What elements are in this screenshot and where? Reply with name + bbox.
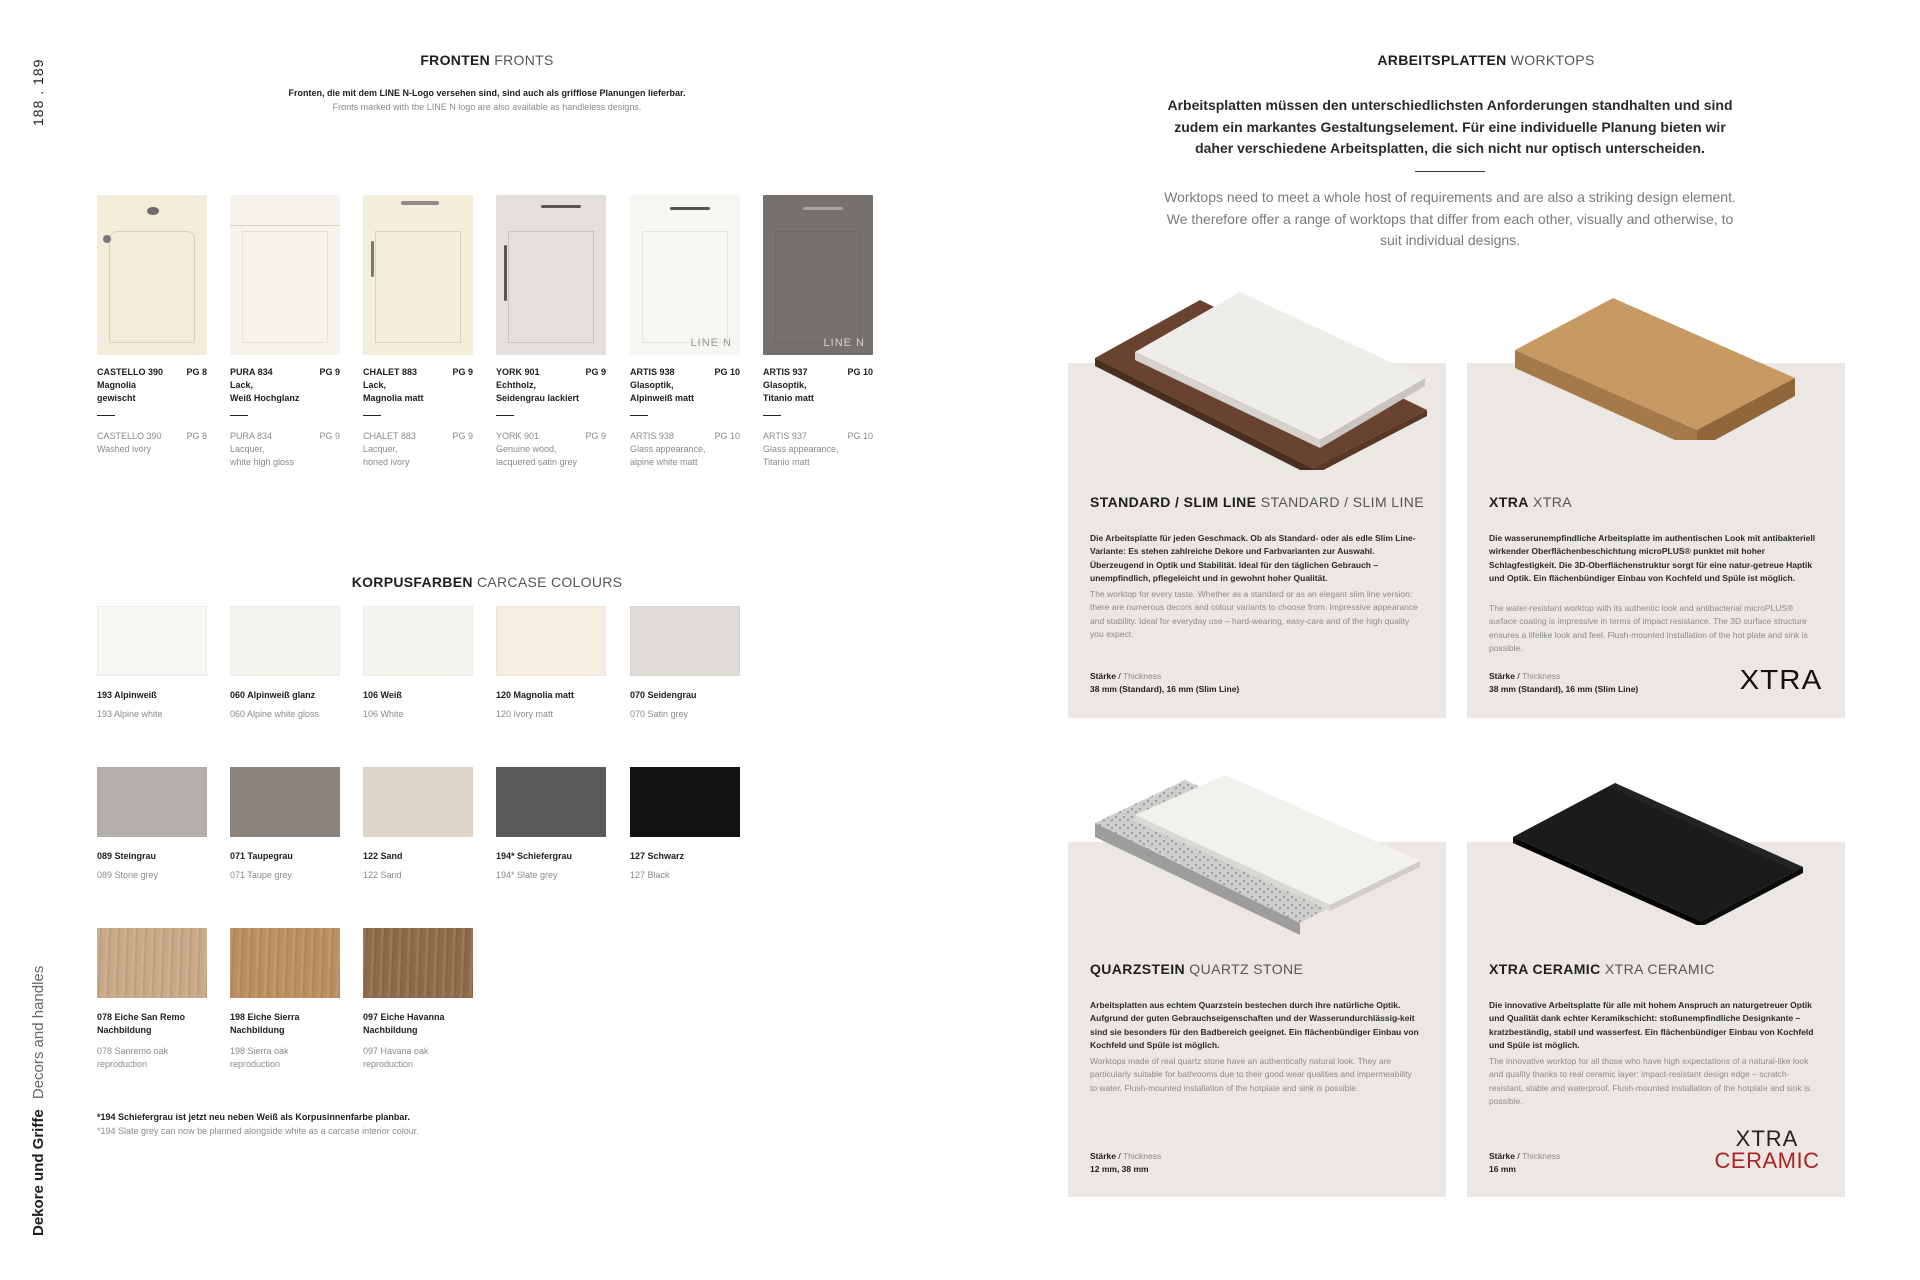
- carcase-footnote-de: *194 Schiefergrau ist jetzt neu neben Weiß als Korpusinnenfarbe planbar.: [97, 1112, 410, 1122]
- swatch-name-line: 097 Eiche Havanna: [363, 1012, 445, 1022]
- swatch-name-line: Nachbildung: [363, 1025, 418, 1035]
- front-name: ARTIS 938: [630, 367, 675, 377]
- carcase-title-en: CARCASE COLOURS: [476, 574, 623, 590]
- front-desc-en: lacquered satin grey: [496, 457, 578, 467]
- front-desc-en: Lacquer,: [230, 444, 265, 454]
- worktop-card-standard-title: STANDARD / SLIM LINE STANDARD / SLIM LINE: [1090, 494, 1425, 510]
- front-panel: [642, 231, 728, 343]
- swatch-name: 060 Alpinweiß glanz: [230, 690, 316, 700]
- swatch-name: 070 Seidengrau: [630, 690, 697, 700]
- swatch-name: 194* Schiefergrau: [496, 851, 573, 861]
- front-desc: Lack,: [230, 380, 254, 390]
- front-price-group-en: PG 10: [714, 431, 740, 441]
- worktop-card-quartz-title: QUARZSTEIN QUARTZ STONE: [1090, 961, 1304, 977]
- swatch-name: 127 Schwarz: [630, 851, 685, 861]
- xtra-ceramic-logo-line2: CERAMIC: [1714, 1148, 1820, 1173]
- swatch-name-en: 070 Satin grey: [630, 709, 689, 719]
- front-name-en: YORK 901: [496, 431, 540, 441]
- color-swatch: [630, 606, 740, 676]
- front-desc: Glasoptik,: [763, 380, 807, 390]
- worktop-card-ceramic-thickness-label: Stärke / Thickness: [1489, 1151, 1561, 1161]
- front-image: [97, 195, 207, 355]
- handle-icon: [670, 207, 710, 210]
- front-panel: [242, 231, 328, 343]
- swatch-name-line: 198 Eiche Sierra: [230, 1012, 300, 1022]
- front-name: CASTELLO 390: [97, 367, 164, 377]
- swatch-name-en-line: reproduction: [363, 1059, 414, 1069]
- front-name: CHALET 883: [363, 367, 418, 377]
- color-swatch: [630, 767, 740, 837]
- front-price-group: PG 9: [319, 367, 340, 377]
- handle-icon: [803, 207, 843, 210]
- front-desc-en: honed ivory: [363, 457, 410, 467]
- side-label: [30, 966, 47, 1236]
- front-price-group: PG 9: [452, 367, 473, 377]
- front-image: [363, 195, 473, 355]
- front-price-group: PG 9: [585, 367, 606, 377]
- front-divider: [763, 415, 781, 416]
- swatch-name-en: [230, 1045, 345, 1071]
- color-swatch: [97, 767, 207, 837]
- front-desc: Weiß Hochglanz: [230, 393, 300, 403]
- front-price-group-en: PG 8: [186, 431, 207, 441]
- front-panel: [375, 231, 461, 343]
- front-panel: [109, 231, 195, 343]
- swatch-name: [363, 1011, 478, 1037]
- xtra-ceramic-logo: [1710, 1128, 1824, 1172]
- front-desc: Magnolia matt: [363, 393, 424, 403]
- handle-icon: [504, 245, 507, 301]
- page-numbers: 188 . 189: [30, 58, 46, 126]
- worktop-card-xtra-text-en: The water-resistant worktop with its authentic look and antibacterial microPLUS® surface coating is impressive in terms of impact resistance. The 3D surface structure ensures a lifelike look and feel. Flush-mounted installation of the hot plate and sink is possible.: [1489, 603, 1808, 653]
- color-swatch: [97, 928, 207, 998]
- color-swatch: [363, 606, 473, 676]
- front-label: [230, 366, 340, 405]
- swatch-name-en: [97, 1045, 212, 1071]
- front-divider: [630, 415, 648, 416]
- fronts-title-en: FRONTS: [494, 52, 554, 68]
- front-price-group: PG 10: [847, 367, 873, 377]
- front-label-en: [763, 430, 873, 469]
- color-swatch: [363, 928, 473, 998]
- front-label-en: [230, 430, 340, 469]
- front-name-en: CHALET 883: [363, 431, 416, 441]
- worktop-card-quartz-thickness: 12 mm, 38 mm: [1090, 1164, 1149, 1174]
- front-name-en: CASTELLO 390: [97, 431, 162, 441]
- side-label-de: Dekore und Griffe: [30, 1109, 47, 1236]
- swatch-name-en-line: reproduction: [97, 1059, 148, 1069]
- front-desc: Titanio matt: [763, 393, 814, 403]
- front-desc: Glasoptik,: [630, 380, 674, 390]
- front-name: YORK 901: [496, 367, 540, 377]
- front-desc-en: Washed ivory: [97, 444, 152, 454]
- worktops-divider: [1415, 171, 1485, 172]
- swatch-name-en: 193 Alpine white: [97, 709, 163, 719]
- swatch-name-en: 071 Taupe grey: [230, 870, 292, 880]
- front-desc-en: Genuine wood,: [496, 444, 557, 454]
- swatch-name-en-line: 078 Sanremo oak: [97, 1046, 169, 1056]
- handle-icon: [541, 205, 581, 208]
- xtra-logo: XTRA: [1739, 664, 1823, 695]
- swatch-name: 122 Sand: [363, 851, 403, 861]
- handle-icon: [103, 235, 111, 243]
- worktop-card-xtra-title: XTRA XTRA: [1489, 494, 1572, 510]
- swatch-name: 193 Alpinweiß: [97, 690, 157, 700]
- worktop-card-quartz-thickness-label: Stärke / Thickness: [1090, 1151, 1162, 1161]
- front-desc: Echtholz,: [496, 380, 536, 390]
- front-price-group-en: PG 10: [847, 431, 873, 441]
- handle-icon: [401, 201, 439, 205]
- worktop-card-xtra-text-de: Die wasserunempfindliche Arbeitsplatte im authentischen Look mit antibakteriell wirkender Oberflächenbeschichtung microPLUS® punktet mit hoher Schlagfestigkeit. Die 3D-Oberflächenstruktur sorgt für eine natur-getreue Haptik und Optik. Ein flächenbündiger Einbau von Kochfeld und Spüle ist möglich.: [1489, 533, 1816, 583]
- swatch-name-en-line: 198 Sierra oak: [230, 1046, 289, 1056]
- swatch-name-line: Nachbildung: [97, 1025, 152, 1035]
- xtra-ceramic-logo-line1: XTRA: [1735, 1126, 1799, 1151]
- line-n-logo: LINE N: [690, 337, 732, 349]
- swatch-name: 120 Magnolia matt: [496, 690, 575, 700]
- front-panel: [775, 231, 861, 343]
- worktop-card-xtra-thickness-label: Stärke / Thickness: [1489, 671, 1561, 681]
- front-name-en: ARTIS 938: [630, 431, 674, 441]
- swatch-name-en: 194* Slate grey: [496, 870, 558, 880]
- color-swatch: [496, 767, 606, 837]
- color-swatch: [230, 606, 340, 676]
- worktop-card-standard-text-de: Die Arbeitsplatte für jeden Geschmack. Ob als Standard- oder als edle Slim Line-Variante: Es stehen zahlreiche Dekore und Farbvarianten zur Auswahl. Überzeugend in Optik und Stabilität. Ideal für den täglichen Gebrauch – unempfindlich, pflegeleicht und in gewohnt hoher Qualität.: [1090, 533, 1416, 583]
- front-label-en: [496, 430, 606, 469]
- worktop-image-standard: [1080, 290, 1440, 470]
- front-desc-en: Titanio matt: [763, 457, 810, 467]
- worktop-image-ceramic: [1505, 775, 1815, 925]
- worktop-card-standard-thickness: 38 mm (Standard), 16 mm (Slim Line): [1090, 684, 1240, 694]
- front-label-en: [97, 430, 207, 456]
- swatch-name: 071 Taupegrau: [230, 851, 293, 861]
- front-name: PURA 834: [230, 367, 273, 377]
- worktop-card-ceramic-thickness: 16 mm: [1489, 1164, 1516, 1174]
- color-swatch: [496, 606, 606, 676]
- front-label: [763, 366, 873, 405]
- front-name-en: PURA 834: [230, 431, 273, 441]
- front-image: [630, 195, 740, 355]
- front-price-group: PG 10: [714, 367, 740, 377]
- fronts-note-de: Fronten, die mit dem LINE N-Logo versehen sind, sind auch als grifflose Planungen lieferbar.: [288, 88, 686, 98]
- front-panel: [508, 231, 594, 343]
- swatch-name: [97, 1011, 212, 1037]
- swatch-name: 089 Steingrau: [97, 851, 157, 861]
- color-swatch: [230, 928, 340, 998]
- worktop-card-xtra-thickness: 38 mm (Standard), 16 mm (Slim Line): [1489, 684, 1639, 694]
- carcase-title-de: KORPUSFARBEN: [351, 574, 473, 590]
- side-label-en: Decors and handles: [30, 965, 47, 1100]
- worktops-intro-de: Arbeitsplatten müssen den unterschiedlichsten Anforderungen standhalten und sind zudem ein markantes Gestaltungselement. Für eine individuelle Planung bieten wir daher verschiedene Arbeitsplatten, die sich nicht nur optisch unterscheiden.: [1167, 97, 1733, 156]
- front-name: ARTIS 937: [763, 367, 808, 377]
- fronts-title: [97, 52, 877, 68]
- front-price-group: PG 8: [186, 367, 207, 377]
- front-price-group-en: PG 9: [319, 431, 340, 441]
- front-image: [763, 195, 873, 355]
- front-label-en: [630, 430, 740, 469]
- front-image: [230, 195, 340, 355]
- swatch-name-en-line: 097 Havana oak: [363, 1046, 429, 1056]
- swatch-name-en: 127 Black: [630, 870, 670, 880]
- carcase-footnote-en: *194 Slate grey can now be planned alongside white as a carcase interior colour.: [97, 1126, 419, 1136]
- front-desc-en: Glass appearance,: [763, 444, 839, 454]
- swatch-name-line: Nachbildung: [230, 1025, 285, 1035]
- front-label: [97, 366, 207, 405]
- front-image: [496, 195, 606, 355]
- front-desc-en: Glass appearance,: [630, 444, 706, 454]
- worktops-title-de: ARBEITSPLATTEN: [1377, 52, 1507, 68]
- front-label: [496, 366, 606, 405]
- front-desc: Lack,: [363, 380, 387, 390]
- worktops-title-en: WORKTOPS: [1510, 52, 1595, 68]
- swatch-name-en: 060 Alpine white gloss: [230, 709, 320, 719]
- color-swatch: [230, 767, 340, 837]
- color-swatch: [97, 606, 207, 676]
- swatch-name-line: 078 Eiche San Remo: [97, 1012, 186, 1022]
- worktop-card-standard-thickness-label: Stärke / Thickness: [1090, 671, 1162, 681]
- swatch-name: [230, 1011, 345, 1037]
- front-desc-en: Lacquer,: [363, 444, 398, 454]
- worktop-card-quartz-text-en: Worktops made of real quartz stone have an authentically natural look. They are particularly suitable for bathrooms due to their good wear qualities and impermeability to water. Flush-mounted installation of the hotplate and sink is possible.: [1090, 1056, 1412, 1093]
- front-desc: Magnolia: [97, 380, 137, 390]
- worktop-card-ceramic-text-de: Die innovative Arbeitsplatte für alle mit hohem Anspruch an naturgetreuer Optik und Qualität dank echter Keramikschicht: stoßunempfindliche Designkante – kratzbeständig, stabil und wasserfest. Ein flächenbündiger Einbau von Kochfeld und Spüle ist möglich.: [1489, 1000, 1814, 1050]
- front-label: [363, 366, 473, 405]
- worktop-card-quartz-text-de: Arbeitsplatten aus echtem Quarzstein bestechen durch ihre natürliche Optik. Aufgrund der guten Gebrauchseigenschaften und der Wasserundurchlässig-keit sind sie besonders für den Badbereich geeignet. Ein flächenbündiger Einbau von Kochfeld und Spüle ist möglich.: [1090, 1000, 1419, 1050]
- swatch-name: 106 Weiß: [363, 690, 402, 700]
- swatch-name-en-line: reproduction: [230, 1059, 281, 1069]
- worktop-card-standard-text-en: The worktop for every taste. Whether as a standard or as an elegant slim line version: there are numerous decors and colour variants to choose from. Impressive appearance and stability. Ideal for everyday use – hard-wearing, easy-care and of the high quality you expect.: [1090, 589, 1418, 639]
- front-name-en: ARTIS 937: [763, 431, 807, 441]
- line-n-logo: LINE N: [823, 337, 865, 349]
- swatch-name-en: [363, 1045, 478, 1071]
- front-divider: [230, 415, 248, 416]
- front-desc-en: white high gloss: [230, 457, 295, 467]
- handle-icon: [147, 207, 159, 215]
- front-label: [630, 366, 740, 405]
- worktops-title: [1066, 52, 1906, 68]
- worktop-card-ceramic-text-en: The innovative worktop for all those who have high expectations of a natural-like look and quality thanks to real ceramic layer: impact-resistant design edge – scratch-resistant, stable and waterproof. Flush-mounted installation of the hotplate and sink is possible.: [1489, 1056, 1811, 1106]
- front-divider: [496, 415, 514, 416]
- front-label-en: [363, 430, 473, 469]
- worktop-image-quartz: [1090, 775, 1430, 935]
- front-divider: [363, 415, 381, 416]
- fronts-title-de: FRONTEN: [420, 52, 491, 68]
- swatch-name-en: 120 Ivory matt: [496, 709, 554, 719]
- front-desc-en: alpine white matt: [630, 457, 698, 467]
- front-desc: gewischt: [97, 393, 136, 403]
- worktops-intro-en: Worktops need to meet a whole host of requirements and are also a striking design element. We therefore offer a range of worktops that differ from each other, visually and otherwise, to suit individual designs.: [1164, 189, 1736, 248]
- front-desc: Seidengrau lackiert: [496, 393, 580, 403]
- front-price-group-en: PG 9: [452, 431, 473, 441]
- worktop-card-ceramic-title: XTRA CERAMIC XTRA CERAMIC: [1489, 961, 1715, 977]
- color-swatch: [363, 767, 473, 837]
- worktop-image-xtra: [1505, 290, 1805, 440]
- swatch-name-en: 106 White: [363, 709, 404, 719]
- front-divider: [97, 415, 115, 416]
- swatch-name-en: 122 Sand: [363, 870, 402, 880]
- fronts-note-en: Fronts marked with the LINE N logo are also available as handleless designs.: [332, 102, 642, 112]
- front-price-group-en: PG 9: [585, 431, 606, 441]
- front-desc: Alpinweiß matt: [630, 393, 695, 403]
- handle-icon: [230, 225, 340, 226]
- swatch-name-en: 089 Stone grey: [97, 870, 159, 880]
- carcase-title: [97, 574, 877, 590]
- handle-icon: [371, 241, 374, 277]
